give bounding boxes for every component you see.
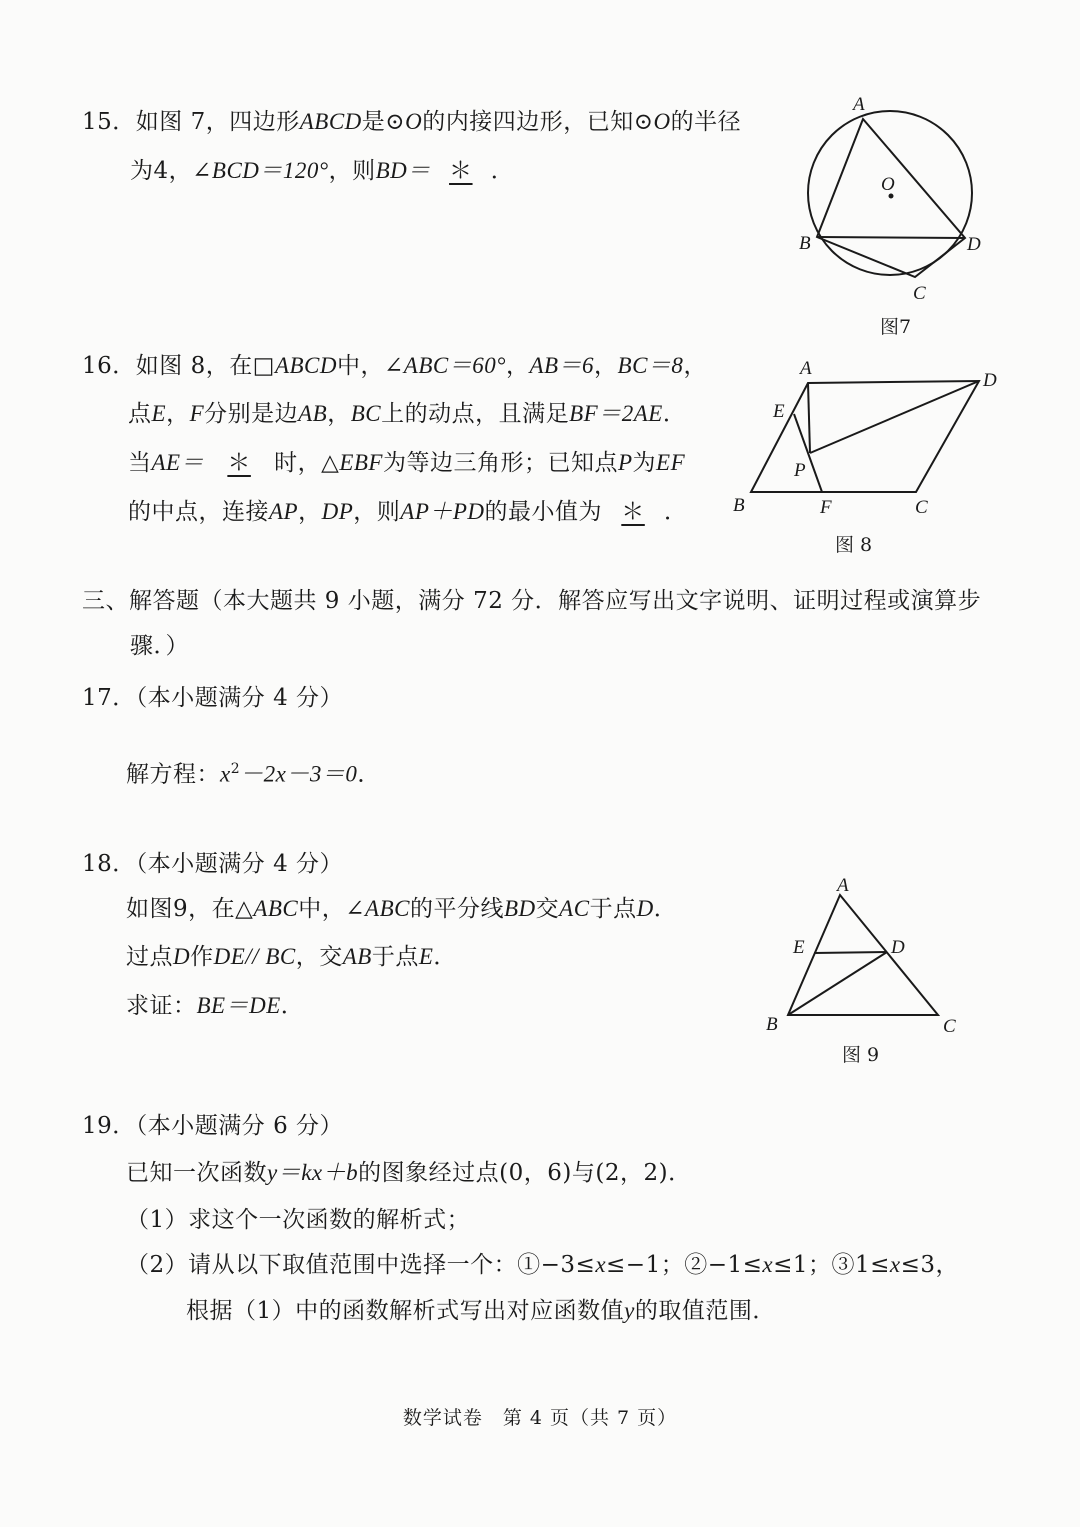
answer-blank: ＊	[227, 450, 251, 476]
q18-var: DE// BC	[213, 944, 296, 969]
q19-part2-cont	[186, 1295, 776, 1327]
label-c: C	[915, 497, 928, 518]
q18-text: 于点	[589, 896, 637, 922]
q18-text: ．	[653, 896, 678, 922]
q18-line3	[126, 990, 304, 1022]
q15-o: O	[405, 109, 423, 134]
q19-line1	[126, 1157, 692, 1189]
q16-line2	[128, 398, 686, 430]
q18-var: AB	[342, 944, 372, 969]
label-a: A	[800, 358, 812, 379]
q18-var: BD	[504, 896, 536, 921]
q16-text: 分别是边	[204, 401, 299, 427]
diagonal-bd	[817, 237, 965, 238]
q19-var: y＝kx＋b	[267, 1160, 359, 1185]
q16-var: P	[617, 450, 633, 475]
q16-var: AP	[269, 499, 299, 524]
q16-var: BF＝2AE	[569, 401, 663, 426]
figure-7-caption: 图7	[880, 316, 912, 338]
q15-line1	[82, 106, 741, 138]
label-p: P	[794, 460, 806, 481]
parallelogram-abcd	[751, 381, 979, 492]
q19-var: x	[762, 1252, 774, 1277]
q18-text: 的平分线	[410, 896, 504, 922]
q15-text: 的半径	[670, 109, 742, 135]
figure-8-caption: 图 8	[835, 534, 873, 556]
figure-9	[760, 870, 975, 1040]
q17-var: －2x－3＝0	[240, 761, 358, 787]
figure-7	[795, 92, 1005, 312]
label-d: D	[983, 370, 997, 391]
q19-var: y	[624, 1298, 635, 1323]
q17-text: 解方程：	[126, 761, 220, 788]
q18-var: AC	[559, 896, 590, 921]
q16-text: 上的动点，且满足	[381, 401, 570, 427]
q16-text: ，	[594, 353, 618, 379]
label-d: D	[891, 937, 905, 958]
q19-text: ≤1；③1≤	[773, 1252, 890, 1278]
q19-text: 已知一次函数	[126, 1160, 267, 1186]
q18-line1	[126, 893, 677, 925]
q18-text: 求证：	[126, 993, 197, 1019]
q18-line2	[126, 941, 457, 973]
q16-text: 的最小值为	[484, 499, 603, 525]
q15-text: ，则	[328, 158, 376, 184]
q18-text: 如图9，在△	[126, 896, 254, 922]
label-b: B	[733, 495, 745, 516]
q15-angle: ∠BCD＝120°	[192, 158, 329, 183]
q19-text: ≤3，	[900, 1252, 960, 1278]
q16-line4	[128, 496, 688, 528]
label-e: E	[773, 401, 785, 422]
q18-var: D	[173, 944, 191, 969]
label-b: B	[766, 1014, 778, 1035]
q18-var: E	[418, 944, 434, 969]
q18-text: 于点	[371, 944, 419, 970]
answer-blank: ＊	[621, 499, 645, 525]
q16-var: ∠ABC＝60°	[384, 353, 506, 378]
q17-exponent: 2	[230, 761, 241, 777]
figure-9-caption: 图 9	[842, 1044, 880, 1066]
q18-text: 作	[190, 944, 214, 970]
q16-var: BC＝8	[617, 353, 684, 378]
q16-text: ．	[662, 401, 687, 427]
q16-text: ，则	[353, 499, 401, 525]
q18-var: ABC	[253, 896, 299, 921]
q17-title: 17．（本小题满分 4 分）	[82, 685, 344, 711]
q16-text: ，	[327, 401, 351, 427]
label-f: F	[820, 497, 832, 518]
q16-text: 为	[632, 450, 657, 476]
q16-var: AB＝6	[529, 353, 595, 378]
q16-var: EBF	[339, 450, 383, 475]
q15-text: 的内接四边形，已知⊙	[422, 109, 654, 135]
q16-text: ，	[683, 353, 707, 379]
q16-text: 16．如图 8，在	[82, 353, 253, 379]
page-footer: 数学试卷 第 4 页（共 7 页）	[402, 1407, 678, 1429]
q16-var: BC	[350, 401, 382, 426]
triangle-abc	[788, 895, 938, 1015]
parallelogram-symbol: □	[252, 353, 275, 379]
q16-var: ABCD	[274, 353, 338, 378]
q17-var: x	[220, 761, 231, 787]
segment-bd	[788, 952, 887, 1015]
q16-var: E	[151, 401, 167, 426]
q19-title: 19．（本小题满分 6 分）	[82, 1113, 344, 1139]
q15-bd: BD＝	[375, 158, 431, 183]
q19-text: ≤−1；②−1≤	[606, 1252, 763, 1278]
q16-text: ，	[298, 499, 322, 525]
q16-var: AE＝	[151, 450, 205, 475]
label-o: O	[881, 174, 895, 195]
label-e: E	[793, 937, 805, 958]
q19-part1: （1）求这个一次函数的解析式；	[126, 1207, 471, 1233]
segment-ed	[814, 952, 887, 953]
q19-var: x	[595, 1252, 607, 1277]
label-a: A	[837, 875, 849, 896]
q16-var: AP＋PD	[400, 499, 485, 524]
q16-line1	[82, 350, 707, 382]
q18-text: ．	[433, 944, 457, 970]
segment-ap	[808, 383, 810, 453]
q18-text: ，交	[295, 944, 343, 970]
q18-text: ．	[280, 993, 305, 1019]
q18-var: D	[636, 896, 654, 921]
q19-text: 根据（1）中的函数解析式写出对应函数值	[186, 1298, 625, 1324]
q15-text: 是⊙	[361, 109, 406, 135]
label-c: C	[913, 283, 926, 304]
q17-equation	[126, 753, 381, 791]
q18-text: 中，	[298, 896, 346, 922]
q16-text: 的中点，连接	[128, 499, 269, 525]
section-3-heading-cont: 骤．）	[130, 633, 189, 659]
q16-text: 点	[128, 401, 152, 427]
q16-var: DP	[321, 499, 354, 524]
q19-text: 的取值范围．	[634, 1298, 776, 1324]
q19-text: 的图象经过点(0，6)与(2，2)．	[358, 1160, 692, 1186]
q18-text: 过点	[126, 944, 173, 970]
label-d: D	[967, 234, 981, 255]
answer-blank: ＊	[449, 158, 473, 184]
q18-var: BE＝DE	[196, 993, 281, 1018]
q15-o: O	[653, 109, 671, 134]
q18-var: ∠ABC	[345, 896, 410, 921]
q18-title: 18．（本小题满分 4 分）	[82, 851, 344, 877]
q16-line3	[128, 447, 685, 479]
q16-var: EF	[656, 450, 686, 475]
q19-text: （2）请从以下取值范围中选择一个：①−3≤	[126, 1252, 596, 1278]
q16-text: 中，	[337, 353, 385, 379]
label-a: A	[853, 94, 865, 115]
q16-text: 为等边三角形；已知点	[382, 450, 618, 476]
q16-var: AB	[298, 401, 328, 426]
segment-pd	[810, 381, 979, 453]
q15-text: 15．如图 7，四边形	[82, 109, 300, 135]
q17-text: ．	[357, 761, 381, 788]
label-b: B	[799, 233, 811, 254]
figure-8	[725, 355, 1010, 525]
q15-text: 为4，	[130, 158, 193, 184]
q16-text: ，	[166, 401, 190, 427]
q15-line2	[130, 155, 514, 187]
label-c: C	[943, 1016, 956, 1037]
q16-text: ，	[505, 353, 530, 379]
q15-text: ．	[490, 158, 515, 184]
q18-text: 交	[535, 896, 560, 922]
q16-var: F	[189, 401, 205, 426]
q16-text: 时，△	[274, 450, 340, 476]
q19-var: x	[889, 1252, 901, 1277]
q19-part2	[126, 1249, 959, 1281]
q16-text: ．	[664, 499, 688, 525]
section-3-heading: 三、解答题（本大题共 9 小题，满分 72 分．解答应写出文字说明、证明过程或演算步	[82, 588, 982, 614]
q15-quad: ABCD	[299, 109, 362, 134]
q16-text: 当	[128, 450, 152, 476]
